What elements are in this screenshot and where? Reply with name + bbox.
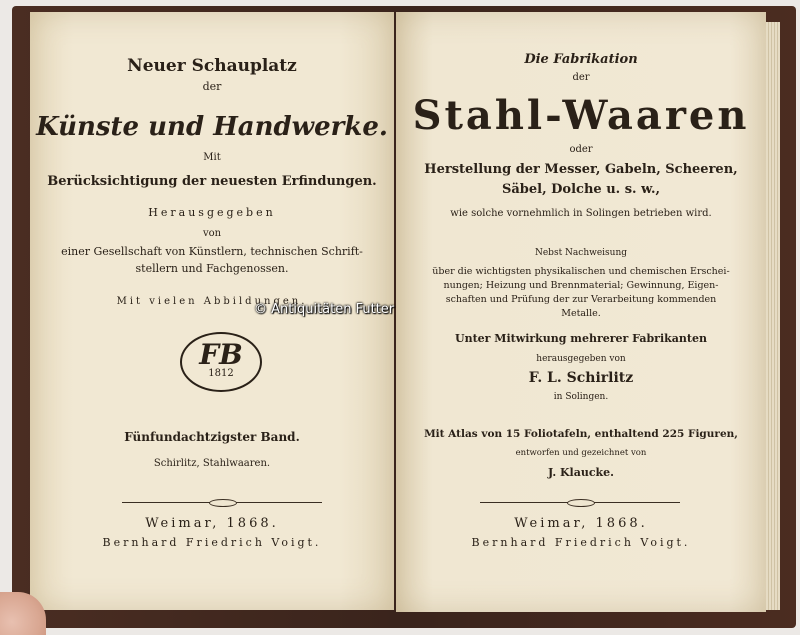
atlas-note: Mit Atlas von 15 Foliotafeln, enthaltend 225 Figuren, — [424, 428, 738, 440]
mit-label: Mit — [203, 152, 221, 163]
drawn-by: entworfen und gezeichnet von — [515, 448, 647, 458]
desc-line-3: schaften und Prüfung der zur Verarbeitung kommenden — [445, 294, 717, 305]
von-label: von — [202, 228, 222, 239]
editors-line-1: einer Gesellschaft von Künstlern, technischen Schrift- — [61, 245, 363, 258]
place-date: Weimar, 1868. — [514, 516, 648, 531]
subtitle: Berücksichtigung der neuesten Erfindungen. — [47, 174, 377, 189]
author-short: Schirlitz, Stahlwaaren. — [153, 458, 271, 469]
monogram-year: 1812 — [208, 368, 234, 379]
mitwirkung: Unter Mitwirkung mehrerer Fabrikanten — [455, 332, 707, 345]
oder-label: oder — [569, 144, 593, 155]
publisher-monogram — [180, 332, 262, 392]
subtitle-line-1: Herstellung der Messer, Gabeln, Scheeren, — [424, 162, 738, 177]
right-page — [396, 12, 766, 612]
herausgegeben-label: Herausgegeben — [148, 206, 276, 219]
monogram-letters: FB — [199, 338, 243, 371]
der-label: der — [572, 72, 590, 83]
page-edges — [766, 22, 780, 610]
subtitle-line-2: Säbel, Dolche u. s. w., — [501, 182, 661, 197]
herausgegeben-von: herausgegeben von — [536, 354, 626, 364]
nebst-label: Nebst Nachweisung — [534, 248, 628, 258]
author-place: in Solingen. — [553, 392, 609, 402]
ornament-divider — [122, 502, 322, 503]
subtitle-line-3: wie solche vornehmlich in Solingen betrieben wird. — [450, 208, 712, 219]
series-title: Neuer Schauplatz — [127, 56, 297, 76]
desc-line-1: über die wichtigsten physikalischen und chemischen Erschei- — [432, 266, 730, 277]
der-label: der — [202, 80, 222, 93]
main-title: Künste und Handwerke. — [36, 112, 388, 142]
place-date: Weimar, 1868. — [145, 516, 279, 531]
author: F. L. Schirlitz — [528, 370, 634, 386]
publisher: Bernhard Friedrich Voigt. — [471, 536, 691, 549]
editors-line-2: stellern und Fachgenossen. — [135, 262, 289, 275]
illustrator: J. Klaucke. — [547, 466, 615, 479]
desc-line-4: Metalle. — [561, 308, 601, 319]
copyright-watermark: © Antiquitäten Futter — [254, 302, 395, 317]
main-title: Stahl-Waaren — [412, 92, 750, 139]
pre-title: Die Fabrikation — [524, 52, 638, 67]
ornament-divider — [480, 502, 680, 503]
desc-line-2: nungen; Heizung und Brennmaterial; Gewinnung, Eigen- — [443, 280, 719, 291]
publisher: Bernhard Friedrich Voigt. — [102, 536, 322, 549]
illustrations-note: Mit vielen Abbildungen. — [116, 296, 308, 307]
volume-label: Fünfundachtzigster Band. — [124, 430, 300, 444]
